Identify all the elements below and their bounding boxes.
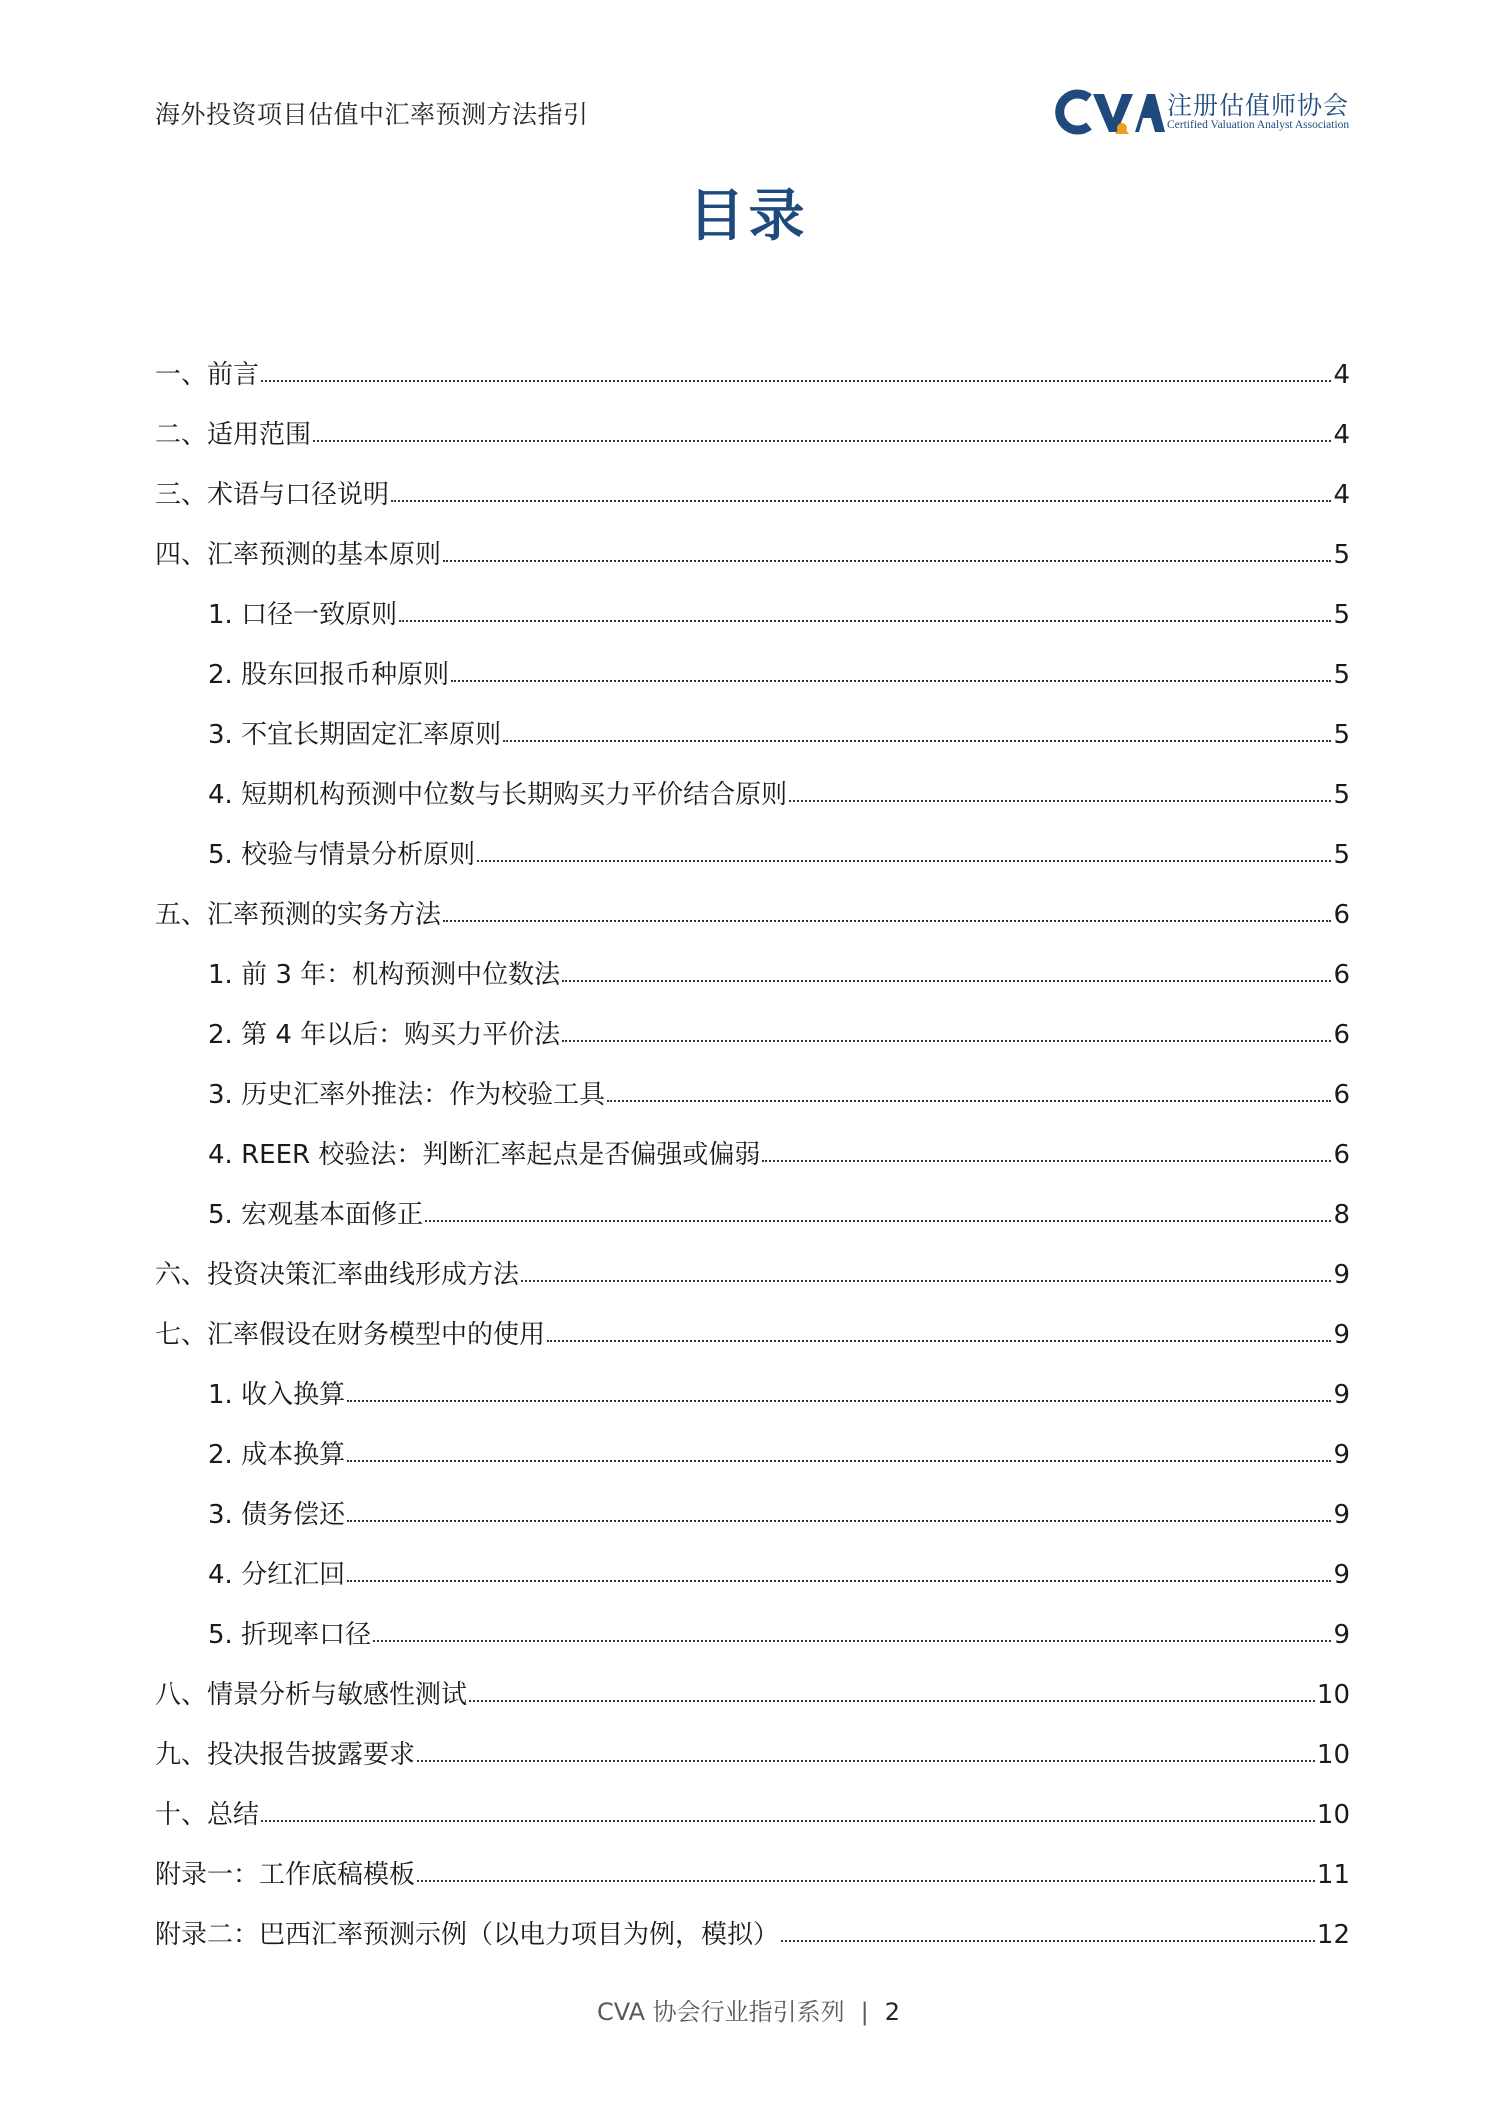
toc-entry-label: 1. 口径一致原则 bbox=[208, 600, 398, 630]
toc-dot-leader bbox=[261, 1810, 1315, 1822]
toc-entry[interactable] bbox=[155, 1674, 1350, 1734]
toc-entry-page: 10 bbox=[1316, 1800, 1350, 1830]
toc-entry-page: 5 bbox=[1333, 600, 1350, 630]
toc-entry-label: 三、术语与口径说明 bbox=[155, 480, 390, 510]
toc-entry[interactable] bbox=[155, 1254, 1350, 1314]
toc-dot-leader bbox=[373, 1630, 1331, 1642]
toc-entry-page: 9 bbox=[1333, 1560, 1350, 1590]
toc-dot-leader bbox=[562, 970, 1331, 982]
toc-dot-leader bbox=[562, 1030, 1331, 1042]
toc-subentry[interactable] bbox=[155, 954, 1350, 1014]
toc-entry-label: 八、情景分析与敏感性测试 bbox=[155, 1680, 468, 1710]
toc-entry-label: 附录二：巴西汇率预测示例（以电力项目为例，模拟） bbox=[155, 1920, 780, 1950]
toc-entry-page: 5 bbox=[1333, 780, 1350, 810]
toc-entry-page: 9 bbox=[1333, 1500, 1350, 1530]
footer-page-number: 2 bbox=[884, 1998, 901, 2026]
toc-subentry[interactable] bbox=[155, 714, 1350, 774]
toc-subentry[interactable] bbox=[155, 1614, 1350, 1674]
toc-entry[interactable] bbox=[155, 1914, 1350, 1974]
toc-entry-page: 5 bbox=[1333, 540, 1350, 570]
toc-entry-label: 3. 债务偿还 bbox=[208, 1500, 346, 1530]
cva-logo-icon bbox=[1055, 88, 1165, 136]
toc-subentry[interactable] bbox=[155, 1494, 1350, 1554]
toc-entry-page: 6 bbox=[1333, 900, 1350, 930]
toc-entry-label: 2. 股东回报币种原则 bbox=[208, 660, 450, 690]
toc-entry-page: 4 bbox=[1333, 480, 1350, 510]
toc-dot-leader bbox=[347, 1570, 1331, 1582]
toc-entry-page: 8 bbox=[1333, 1200, 1350, 1230]
toc-subentry[interactable] bbox=[155, 654, 1350, 714]
toc-entry-page: 6 bbox=[1333, 1140, 1350, 1170]
toc-dot-leader bbox=[477, 850, 1331, 862]
toc-dot-leader bbox=[417, 1870, 1315, 1882]
toc-entry-page: 5 bbox=[1333, 720, 1350, 750]
toc-entry-label: 1. 前 3 年：机构预测中位数法 bbox=[208, 960, 561, 990]
toc-subentry[interactable] bbox=[155, 1374, 1350, 1434]
toc-dot-leader bbox=[762, 1150, 1331, 1162]
toc-entry-page: 6 bbox=[1333, 1080, 1350, 1110]
toc-entry-page: 9 bbox=[1333, 1380, 1350, 1410]
toc-subentry[interactable] bbox=[155, 1014, 1350, 1074]
toc-entry-page: 6 bbox=[1333, 1020, 1350, 1050]
toc-subentry[interactable] bbox=[155, 834, 1350, 894]
logo-org-name-cn: 注册估值师协会 bbox=[1167, 91, 1350, 120]
toc-entry-page: 10 bbox=[1316, 1740, 1350, 1770]
toc-entry-label: 九、投决报告披露要求 bbox=[155, 1740, 416, 1770]
toc-entry[interactable] bbox=[155, 474, 1350, 534]
toc-dot-leader bbox=[781, 1930, 1315, 1942]
toc-entry-label: 4. REER 校验法：判断汇率起点是否偏强或偏弱 bbox=[208, 1140, 761, 1170]
toc-subentry[interactable] bbox=[155, 1434, 1350, 1494]
toc-dot-leader bbox=[451, 670, 1331, 682]
toc-dot-leader bbox=[347, 1450, 1331, 1462]
toc-entry[interactable] bbox=[155, 1794, 1350, 1854]
toc-entry-page: 5 bbox=[1333, 840, 1350, 870]
toc-entry-page: 6 bbox=[1333, 960, 1350, 990]
toc-entry-label: 七、汇率假设在财务模型中的使用 bbox=[155, 1320, 546, 1350]
toc-entry-page: 4 bbox=[1333, 360, 1350, 390]
toc-dot-leader bbox=[443, 910, 1331, 922]
toc-entry[interactable] bbox=[155, 414, 1350, 474]
toc-entry[interactable] bbox=[155, 1854, 1350, 1914]
toc-entry-page: 9 bbox=[1333, 1320, 1350, 1350]
toc-entry-label: 一、前言 bbox=[155, 360, 260, 390]
toc-entry[interactable] bbox=[155, 894, 1350, 954]
toc-dot-leader bbox=[503, 730, 1331, 742]
toc-dot-leader bbox=[347, 1510, 1331, 1522]
toc-subentry[interactable] bbox=[155, 1554, 1350, 1614]
toc-entry-page: 10 bbox=[1316, 1680, 1350, 1710]
toc-dot-leader bbox=[607, 1090, 1331, 1102]
toc-entry-page: 4 bbox=[1333, 420, 1350, 450]
toc-dot-leader bbox=[469, 1690, 1315, 1702]
toc-entry-label: 二、适用范围 bbox=[155, 420, 312, 450]
toc-entry-label: 4. 短期机构预测中位数与长期购买力平价结合原则 bbox=[208, 780, 788, 810]
toc-entry-page: 11 bbox=[1316, 1860, 1350, 1890]
toc-dot-leader bbox=[789, 790, 1331, 802]
toc-entry[interactable] bbox=[155, 354, 1350, 414]
toc-entry-page: 9 bbox=[1333, 1440, 1350, 1470]
toc-subentry[interactable] bbox=[155, 1194, 1350, 1254]
toc-entry-label: 五、汇率预测的实务方法 bbox=[155, 900, 442, 930]
toc-entry-page: 9 bbox=[1333, 1620, 1350, 1650]
toc-entry-page: 12 bbox=[1316, 1920, 1350, 1950]
toc-dot-leader bbox=[391, 490, 1331, 502]
toc-subentry[interactable] bbox=[155, 774, 1350, 834]
toc-subentry[interactable] bbox=[155, 1134, 1350, 1194]
toc-subentry[interactable] bbox=[155, 1074, 1350, 1134]
toc-dot-leader bbox=[347, 1390, 1331, 1402]
cva-logo bbox=[1055, 88, 1355, 136]
toc-entry-page: 9 bbox=[1333, 1260, 1350, 1290]
toc-entry[interactable] bbox=[155, 534, 1350, 594]
toc-entry-label: 5. 折现率口径 bbox=[208, 1620, 372, 1650]
footer-series: CVA 协会行业指引系列 bbox=[596, 1998, 845, 2026]
table-of-contents bbox=[155, 354, 1350, 1974]
toc-dot-leader bbox=[313, 430, 1331, 442]
toc-entry-label: 2. 第 4 年以后：购买力平价法 bbox=[208, 1020, 561, 1050]
toc-entry-label: 附录一：工作底稿模板 bbox=[155, 1860, 416, 1890]
toc-dot-leader bbox=[399, 610, 1331, 622]
toc-entry-label: 5. 校验与情景分析原则 bbox=[208, 840, 476, 870]
toc-entry-label: 六、投资决策汇率曲线形成方法 bbox=[155, 1260, 520, 1290]
toc-dot-leader bbox=[521, 1270, 1331, 1282]
toc-dot-leader bbox=[547, 1330, 1331, 1342]
toc-dot-leader bbox=[425, 1210, 1331, 1222]
toc-subentry[interactable] bbox=[155, 594, 1350, 654]
toc-entry-label: 3. 历史汇率外推法：作为校验工具 bbox=[208, 1080, 606, 1110]
logo-org-name-en: Certified Valuation Analyst Association bbox=[1167, 119, 1350, 131]
page-footer bbox=[0, 1992, 1497, 2027]
toc-entry[interactable] bbox=[155, 1734, 1350, 1794]
toc-entry-label: 十、总结 bbox=[155, 1800, 260, 1830]
toc-dot-leader bbox=[261, 370, 1331, 382]
footer-separator: | bbox=[860, 1998, 869, 2026]
toc-entry-label: 1. 收入换算 bbox=[208, 1380, 346, 1410]
toc-entry-label: 4. 分红汇回 bbox=[208, 1560, 346, 1590]
toc-entry-label: 3. 不宜长期固定汇率原则 bbox=[208, 720, 502, 750]
document-title: 海外投资项目估值中汇率预测方法指引 bbox=[155, 100, 589, 129]
toc-entry-label: 2. 成本换算 bbox=[208, 1440, 346, 1470]
toc-dot-leader bbox=[417, 1750, 1315, 1762]
toc-heading: 目录 bbox=[688, 184, 809, 249]
toc-entry-page: 5 bbox=[1333, 660, 1350, 690]
toc-entry[interactable] bbox=[155, 1314, 1350, 1374]
toc-entry-label: 四、汇率预测的基本原则 bbox=[155, 540, 442, 570]
toc-dot-leader bbox=[443, 550, 1331, 562]
toc-entry-label: 5. 宏观基本面修正 bbox=[208, 1200, 424, 1230]
